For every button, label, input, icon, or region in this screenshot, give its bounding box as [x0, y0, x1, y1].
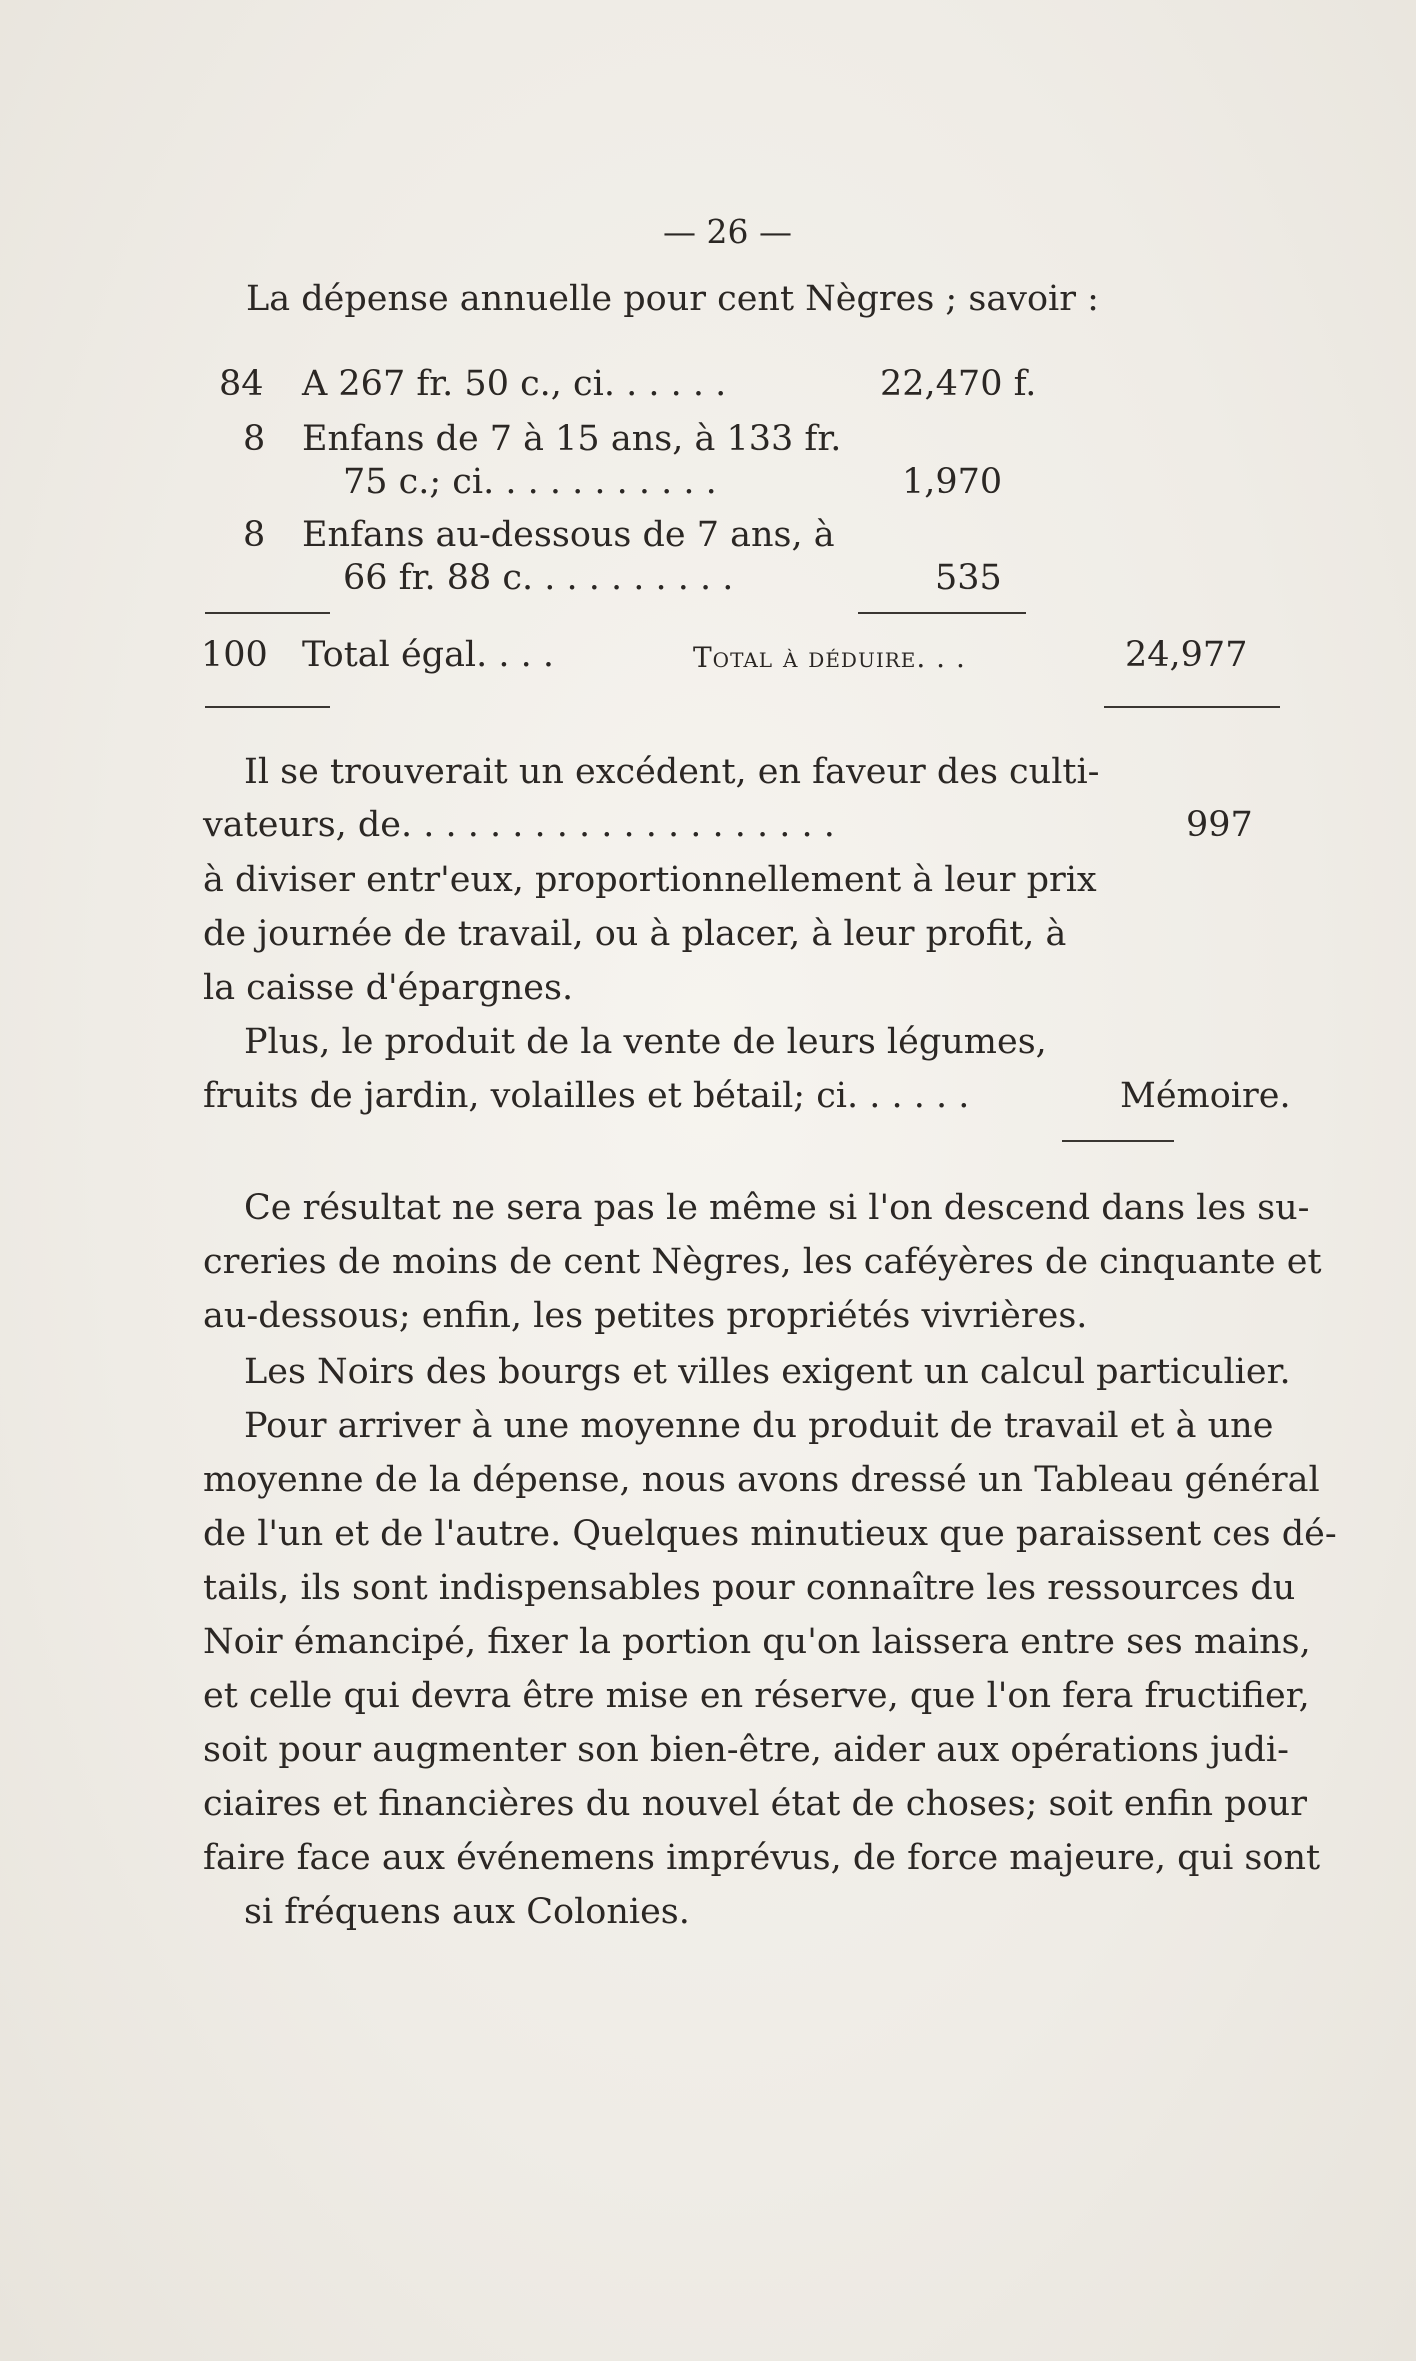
row-amount: 535 — [935, 558, 1002, 598]
excess-line-1: Il se trouverait un excédent, en faveur des culti- — [244, 752, 1100, 792]
row-description-cont: 75 c.; ci. . . . . . . . . . . — [343, 462, 717, 502]
excess-line-5: la caisse d'épargnes. — [203, 968, 574, 1008]
paragraph-3-line: de l'un et de l'autre. Quelques minutieux que paraissent ces dé- — [203, 1514, 1337, 1554]
row-count: 8 — [243, 419, 266, 459]
section-rule — [1062, 1140, 1174, 1142]
paragraph-3-line: Pour arriver à une moyenne du produit de travail et à une — [244, 1406, 1274, 1446]
paragraph-3-line: moyenne de la dépense, nous avons dressé un Tableau général — [203, 1460, 1320, 1500]
total-count: 100 — [201, 635, 268, 675]
total-label: Total égal. . . . — [302, 635, 555, 675]
total-rule-left — [205, 612, 330, 614]
row-description: Enfans au-dessous de 7 ans, à — [302, 515, 835, 555]
paragraph-1-line: creries de moins de cent Nègres, les caféyères de cinquante et — [203, 1242, 1322, 1282]
paragraph-1-line: au-dessous; enfin, les petites propriétés vivrières. — [203, 1296, 1088, 1336]
total-deduct-label: Total à déduire. . . — [693, 641, 966, 674]
row-description-cont: 66 fr. 88 c. . . . . . . . . . — [343, 558, 734, 598]
paragraph-3-line: soit pour augmenter son bien-être, aider aux opérations judi- — [203, 1730, 1289, 1770]
plus-amount: Mémoire. — [1120, 1076, 1291, 1116]
excess-line-3: à diviser entr'eux, proportionnellement à leur prix — [203, 860, 1097, 900]
paragraph-3-line: si fréquens aux Colonies. — [244, 1892, 690, 1932]
intro-line: La dépense annuelle pour cent Nègres ; savoir : — [246, 279, 1099, 319]
paragraph-3-line: ciaires et financières du nouvel état de choses; soit enfin pour — [203, 1784, 1307, 1824]
paragraph-3-line: tails, ils sont indispensables pour connaître les ressources du — [203, 1568, 1296, 1608]
excess-line-2: vateurs, de. . . . . . . . . . . . . . . . . . . . — [203, 805, 835, 845]
total-rule-right — [858, 612, 1026, 614]
plus-line-2: fruits de jardin, volailles et bétail; ci. . . . . . — [203, 1076, 970, 1116]
row-count: 84 — [219, 364, 264, 404]
row-count: 8 — [243, 515, 266, 555]
paragraph-2-line: Les Noirs des bourgs et villes exigent un calcul particulier. — [244, 1352, 1291, 1392]
page-number: — 26 — — [663, 212, 792, 251]
row-amount: 22,470 f. — [880, 364, 1037, 404]
excess-line-4: de journée de travail, ou à placer, à leur profit, à — [203, 914, 1067, 954]
total-rule-below-left — [205, 706, 330, 708]
plus-line-1: Plus, le produit de la vente de leurs légumes, — [244, 1022, 1047, 1062]
paragraph-1-line: Ce résultat ne sera pas le même si l'on descend dans les su- — [244, 1188, 1310, 1228]
total-rule-below-right — [1104, 706, 1280, 708]
excess-amount: 997 — [1186, 805, 1253, 845]
total-amount: 24,977 — [1125, 635, 1248, 675]
row-description: A 267 fr. 50 c., ci. . . . . . — [302, 364, 727, 404]
paragraph-3-line: Noir émancipé, fixer la portion qu'on laissera entre ses mains, — [203, 1622, 1311, 1662]
row-description: Enfans de 7 à 15 ans, à 133 fr. — [302, 419, 842, 459]
paragraph-3-line: faire face aux événemens imprévus, de force majeure, qui sont — [203, 1838, 1321, 1878]
paragraph-3-line: et celle qui devra être mise en réserve, que l'on fera fructifier, — [203, 1676, 1310, 1716]
row-amount: 1,970 — [902, 462, 1003, 502]
